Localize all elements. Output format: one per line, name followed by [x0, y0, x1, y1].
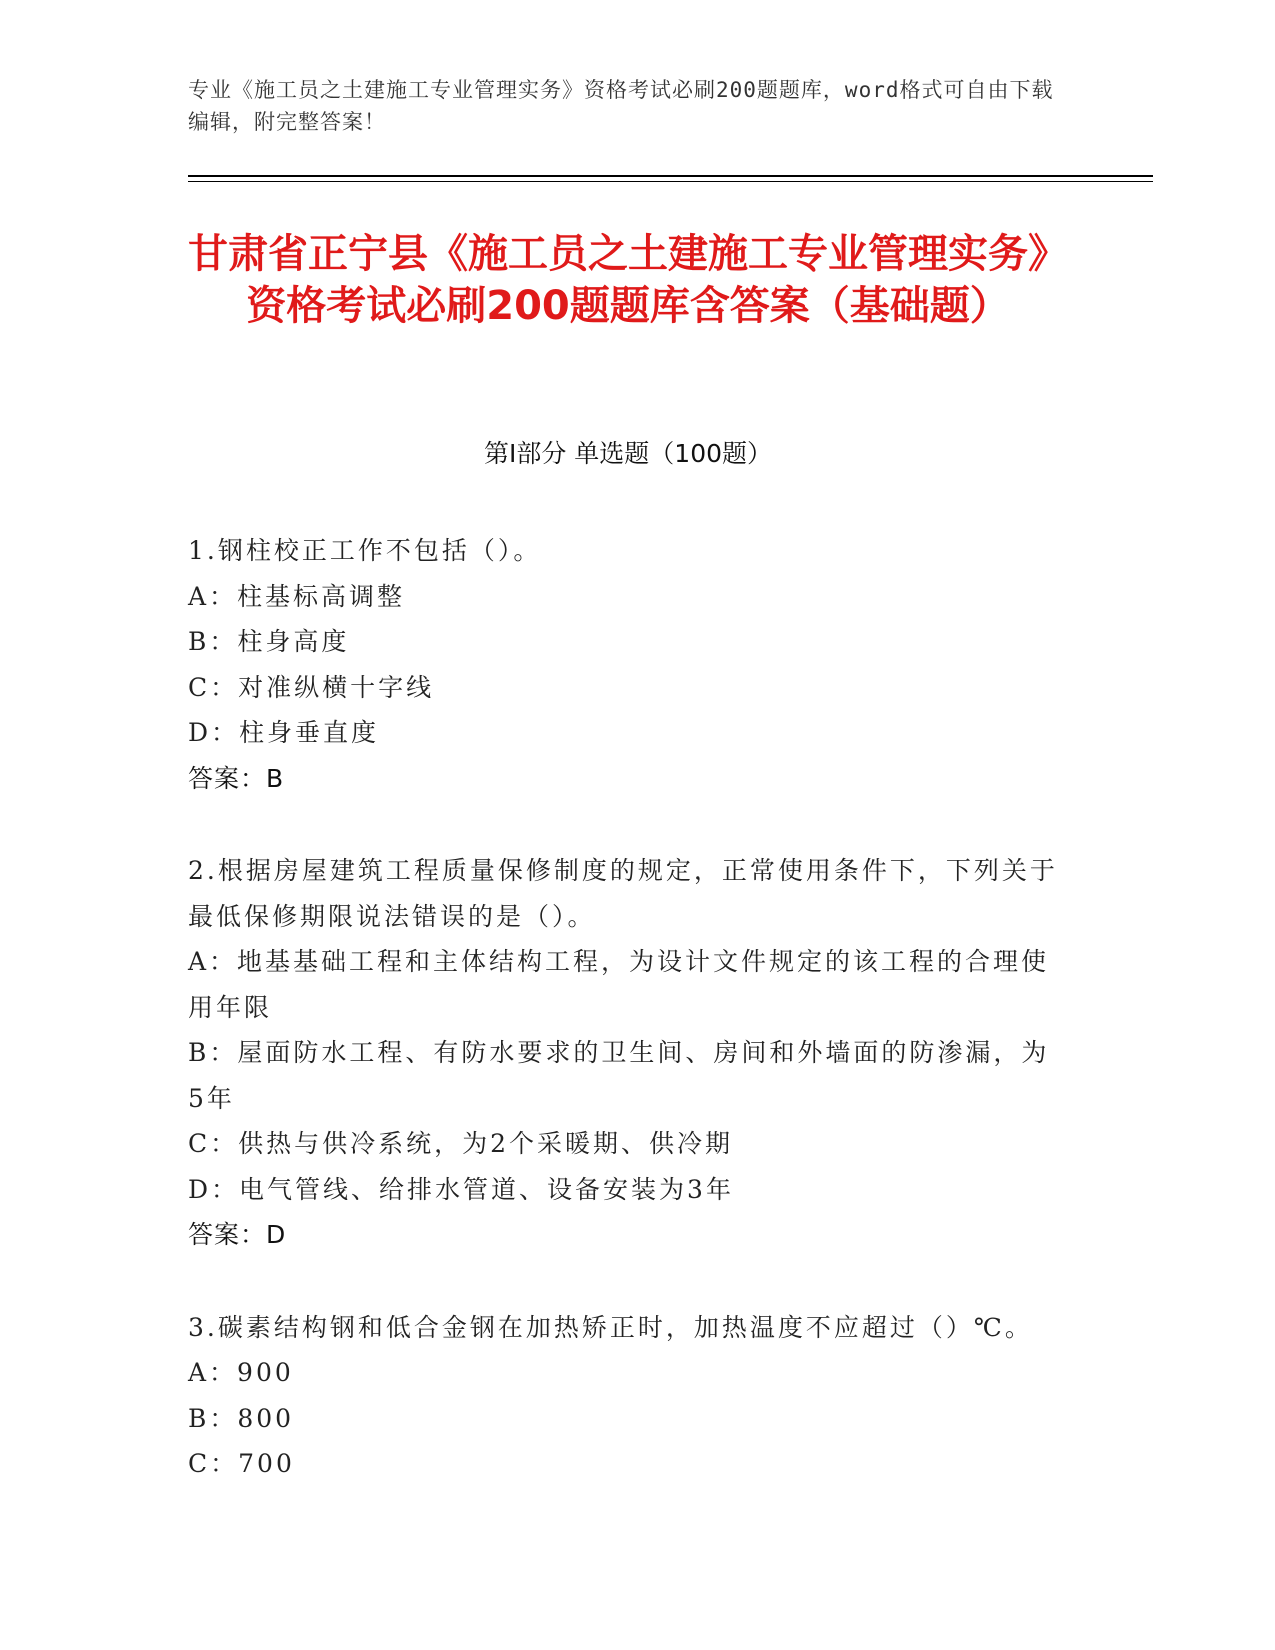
- option-c: C：对准纵横十字线: [188, 672, 435, 702]
- document-title: 甘肃省正宁县《施工员之土建施工专业管理实务》资格考试必刷200题题库含答案（基础题）: [188, 231, 1068, 329]
- header-rule-thick: [188, 175, 1153, 177]
- option-c: C：供热与供冷系统，为2个采暖期、供冷期: [188, 1129, 734, 1158]
- option-d: D：电气管线、给排水管道、设备安装为3年: [188, 1174, 734, 1204]
- option-c: C：700: [188, 1449, 295, 1478]
- option-a: A：柱基标高调整: [188, 581, 406, 611]
- header-rule-thin: [188, 181, 1153, 182]
- option-d: D：柱身垂直度: [188, 718, 380, 747]
- question-stem: 2.根据房屋建筑工程质量保修制度的规定，正常使用条件下，下列关于最低保修期限说法错误的是（）。: [188, 856, 1058, 931]
- question-2: [188, 848, 1068, 1258]
- option-a: A：900: [188, 1358, 294, 1387]
- option-b: B：柱身高度: [188, 627, 350, 656]
- answer-label: 答案：B: [188, 763, 285, 793]
- option-b: B：屋面防水工程、有防水要求的卫生间、房间和外墙面的防渗漏，为5年: [188, 1038, 1050, 1113]
- question-list: [188, 528, 1068, 1534]
- question-stem: 1.钢柱校正工作不包括（）。: [188, 536, 542, 565]
- option-b: B：800: [188, 1403, 295, 1433]
- answer-label: 答案：D: [188, 1220, 287, 1249]
- header-note: 专业《施工员之土建施工专业管理实务》资格考试必刷200题题库，word格式可自由下载编辑，附完整答案！: [188, 78, 1054, 134]
- section-title: 第I部分 单选题（100题）: [483, 439, 773, 468]
- question-1: [188, 528, 1068, 801]
- option-a: A：地基基础工程和主体结构工程，为设计文件规定的该工程的合理使用年限: [188, 947, 1050, 1022]
- question-3: [188, 1305, 1068, 1487]
- question-stem: 3.碳素结构钢和低合金钢在加热矫正时，加热温度不应超过（）℃。: [188, 1312, 1033, 1342]
